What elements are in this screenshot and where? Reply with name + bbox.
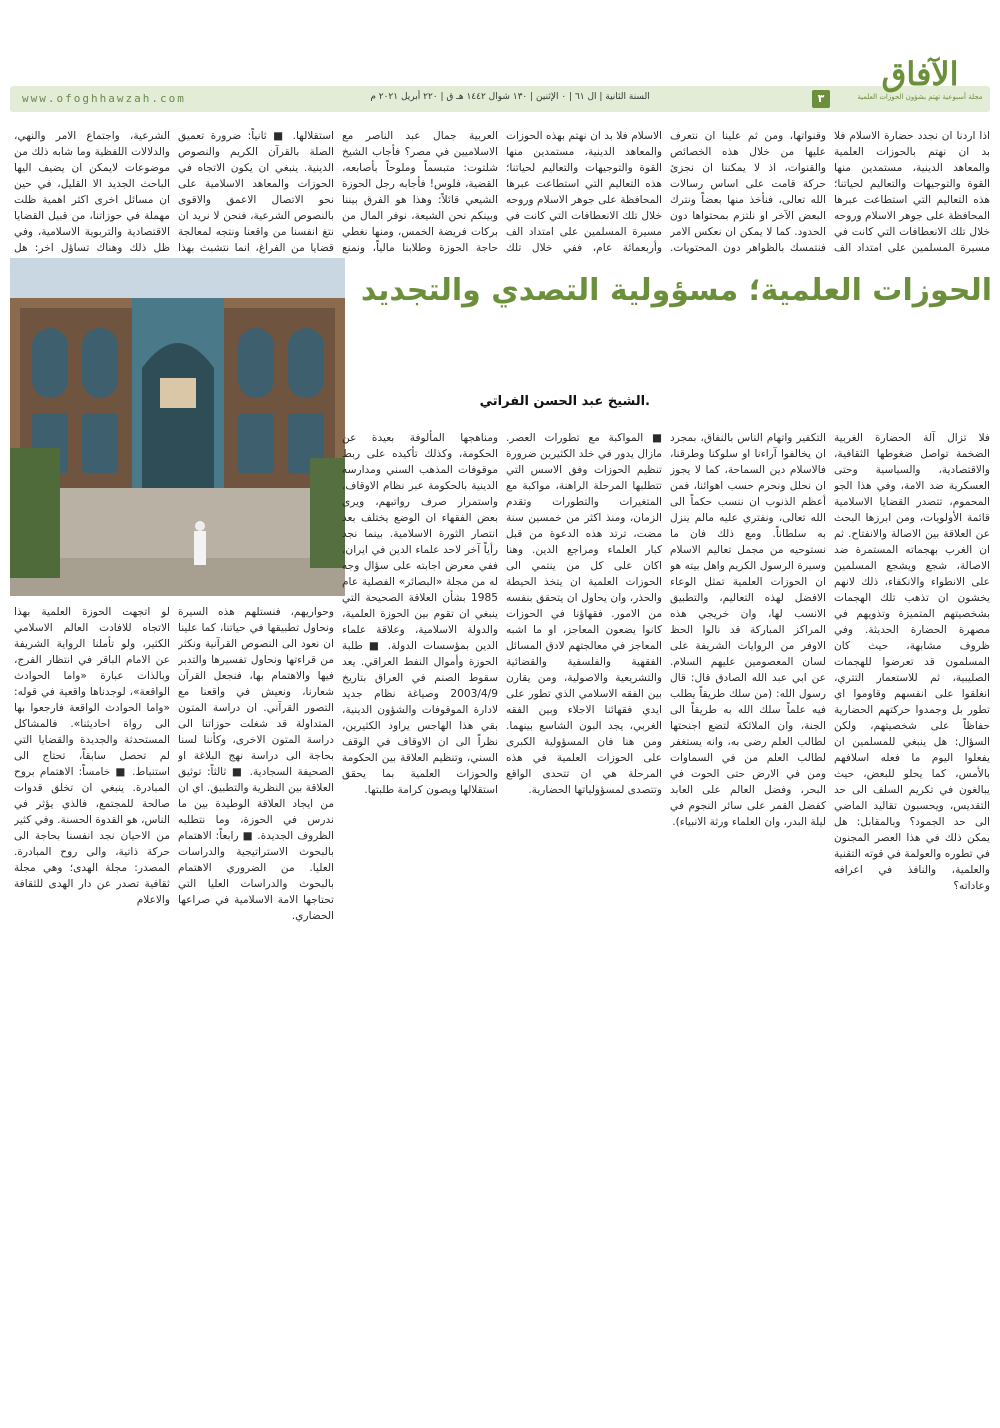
top-column-2: وقنواتها، ومن ثم علينا ان نتعرف عليها من خلال هذه الخصائص والقنوات، اذ لا يمكننا ان نجزئ حركة قامت على اساس رسالات الله تعالى، فنأخذ منها بعضاً ونترك البعض الآخر او نلتزم بمحتواها دون الحدود. كما لا يمكن ان نعكس الامر فنتمسك بالظواهر دون المحتويات. [670,130,826,254]
top-column-5: استقلالها. ■ ثانياً: ضرورة تعميق الصلة بالقرآن الكريم والنصوص الدينية. ينبغي ان يكون الاتجاه في الحوزات والمعاهد الاسلامية على نحو الاتصال الاعمق والاقوى بالنصوص الشرعية، فنحن لا نريد ان نتغ انفسنا من واقعنا ونتجه لمعالجة قضايا من الفراغ، انما نتشبث بهذا [178,130,334,254]
top-column-1: اذا اردنا ان نجدد حضارة الاسلام فلا بد ان نهتم بالحوزات العلمية والمعاهد الدينية، مستمدين منها القوة والتوجيهات والتعاليم لحياتنا؛ هذه التعاليم التي استطاعت عبرها المحافظة على جوهر الاسلام وروحه خلال تلك الانعطافات التي كانت في مسيرة المسلمين على امتداد الف [834,130,990,254]
body-column-5-text: وحواريهم، فنستلهم هذه السيرة ونحاول تطبيقها في حياتنا، كما علينا ان نعود الى النصوص القرآنية ونكثر من قراءتها ونحاول تفسيرها والتدبر فيها والاهتمام بها، فنجعل القرآن شعارنا، ونعيش في واقعنا مع التصور القرآني. ان دراسة المتون المتداولة قد شغلت حوزاتنا الى دراسة المتون الاخرى، وكأننا لسنا بحاجة الى دراسة نهج البلاغة او الصحيفة السجادية. ■ ثالثاً: توثيق العلاقة بين النظرية والتطبيق. اي ان من ايجاد العلاقة الوطيدة بين ما ندرس في الحوزة، وما نتطلبه الظروف الجديدة. ■ رابعاً: الاهتمام بالبحوث الاستراتيجية والدراسات العليا. من الضروري الاهتمام بالبحوث والدراسات العليا التي تحتاجها الامة الاسلامية في صراعها الحضاري. [178,606,334,922]
logo-subtitle: مجلة أسبوعية تهتم بشؤون الحوزات العلمية [857,93,983,101]
logo-wordmark: الآفاق [881,55,959,93]
magazine-logo [850,56,990,114]
body-column-3-text: ■ المواكبة مع تطورات العصر. مازال يدور في خلد الكثيرين ضرورة تنظيم الحوزات وفق الاسس التي تتطلبها المرحلة الراهنة، مواكبة مع المتغيرات والتطورات وتقدم الزمان، ومنذ اكثر من خمسين سنة مضت، ترتد هذه الدعوة من قبل كبار العلماء ومراجع الدين. وهنا اكان على كل من ينتمي الى الحوزات العلمية ان يتخذ الحيطة والحذر، وان يحاول ان يتحقق بنفسه من الامور. فقهاؤنا في الحوزات كانوا يضعون المعاجز، او ما اشبه المعاجز في معالجتهم لادق المسائل الفقهية والفلسفية والقضائية والتشريعية والاصولية، ومن يقارن بين الفقه الاسلامي الذي تطور على ايدي فقهائنا الاجلاء وبين الفقه الغربي، يجد البون الشاسع بينهما. ومن هنا فان المسؤولية الكبرى على الحوزات العلمية في هذه المرحلة هي ان تتحدى الواقع وتتصدى لمسؤولياتها الحضارية. [506,432,662,796]
top-column-3: الاسلام فلا بد ان نهتم بهذه الحوزات والمعاهد الدينية، مستمدين منها القوة والتوجيهات والتعاليم لحياتنا؛ هذه التعاليم التي استطاعت عبرها المحافظة على جوهر الاسلام وروحه خلال تلك الانعطافات التي كانت في مسيرة المسلمين على امتداد الف وأربعمائة عام، ففي خلال تلك [506,130,662,254]
body-column-2-text: التكفير واتهام الناس بالنفاق، بمجرد ان يخالفوا آراءنا او سلوكنا وطرقنا، فالاسلام دين السماحة، كما لا يجوز ان نحلل ونحرم حسب اهوائنا، فمن أعظم الذنوب ان ننسب حكماً الى الله تعالى، ونفتري عليه مالم ينزل به سلطاناً. ومع ذلك فان ما نستوحيه من مجمل تعاليم الاسلام وسيرة الرسول الكريم واهل بيته هو ان الحوزات العلمية تمثل الوعاء الافضل لهذه التعاليم، والتطبيق الانسب لها، وان خريجي هذه المراكز المباركة قد نالوا الحظ الاوفر من الروايات الشريفة على لسان المعصومين عليهم السلام. عن ابي عبد الله الصادق قال: قال رسول الله: (من سلك طريقاً يطلب فيه علماً سلك الله به طريقاً الى الجنة، وان الملائكة لتضع اجنحتها لطالب العلم رضى به، وانه يستغفر لطالب العلم من في السماوات ومن في الارض حتى الحوت في البحر، وفضل العالم على العابد كفضل القمر على سائر النجوم في ليلة البدر، وان العلماء ورثة الانبياء). [670,432,826,828]
body-column-4-text: ومناهجها المألوفة بعيدة عن الحكومة، وكذلك تأكيده على ربط موقوفات المذهب السني ومدارسه الدينية بالحكومة عبر نظام الاوقاف، واستمرار صرف رواتبهم، ويرى بعض الفقهاء ان الوضع يختلف بعد انتصار الثورة الاسلامية. بينما نجد رأياً آخر لاحد علماء الدين في ايران، ففي معرض اجابته على سؤال وجه له من مجلة «البصائر» الفصلية عام 1985 بشأن العلاقة الصحيحة التي ينبغي ان تقوم بين الحوزة العلمية، والدولة الاسلامية، وعلاقة علماء الدين بمؤسسات الدولة. ■ طلبة الحوزة وأموال النفط العراقي. يعد سقوط الصنم في العراق بتاريخ 2003/4/9 وصياغة نظام جديد لادارة الموقوفات والشؤون الدينية، بقي هذا الهاجس يراود الكثيرين، نظراً الى ان الاوقاف في الوقف السني، وتنظيم العلاقة بين الحكومة والحوزات العلمية بما يحقق استقلالها ويصون كرامة طلبتها. [342,432,498,796]
top-column-6: الشرعية، واجتماع الامر والنهي، والدلالات اللفظية وما شابه ذلك من موضوعات لايمكن ان يضيف اليها الباحث الجديد الا القليل، في حين ان مسائل اخرى اكثر اهمية ظلت مهملة في حوزاتنا، من قبيل القضايا الاقتصادية والتربوية الاسلامية، وفي ظل ذلك وهناك تساؤل اخر: هل [14,130,170,254]
page-number: ٣ [812,90,830,108]
article-author: .الشيخ عبد الحسن الفراتي [479,394,650,409]
body-column-1 [834,430,990,1420]
seminary-building-illustration [10,258,345,596]
body-column-1-text: فلا تزال آلة الحضارة الغربية الضخمة تواصل ضغوطها الثقافية، والاقتصادية، والسياسية وحتى العسكرية ضد الامة، وفي هذا الجو المحموم، تتصدر القضايا الاسلامية قائمة الأولويات، ومن ابرزها البحث عن العلاقة بين الاصالة والانفتاح. ثم ان الغرب بهجماته المستمرة ضد الاصالة، شجع ويشجع المسلمين على الانطواء والانكفاء، ذلك لانهم يخشون ان تذهب تلك الهجمات بشخصيتهم المتميزة وتذويهم في مصهرة الحضارة الحديثة. وفي ظروف مشابهة، حيث كان المسلمون قد تعرضوا للهجمات الصليبية، ثم للاستعمار التتري، انغلقوا على انفسهم وقاوموا اي تطور بل وجمدوا حركتهم الحضارية حفاظاً على شخصيتهم، ولكن السؤال: هل ينبغي للمسلمين ان يفعلوا اليوم ما فعله اسلافهم بالأمس، كما يحلو للبعض، حيث يبالغون في تكريم السلف الى حد التقديس، ويحسبون تقاليد الماضي الى حد الجمود؟ وبالمقابل: هل يمكن ذلك في هذا العصر المجنون في تطوره والعولمة في قوته التقنية والعلمية، والنافذ في اعرافه وعاداته؟ [834,432,990,892]
body-column-6 [14,604,170,1420]
article-title: الحوزات العلمية؛ مسؤولية التصدي والتجديد [360,273,992,308]
body-column-5 [178,604,334,1420]
body-column-3 [506,430,662,1420]
body-column-4 [342,430,498,1420]
seminary-photo [10,258,345,596]
body-column-2 [670,430,826,1420]
body-column-6-text: لو اتجهت الحوزة العلمية بهذا الاتجاه للافادت العالم الاسلامي الكثير، ولو تأملنا الرواية الشريفة عن الامام الباقر في انتظار الفرج، وبالذات عبارة «واما الحوادث الواقعة»، لوجدناها واقعية في قوله: «واما الحوادث الواقعة فارجعوا بها الى رواة احاديثنا». فالمشاكل المستحدثة والجديدة والقضايا التي لم تحصل سابقاً، تحتاج الى استنباط. ■ خامساً: الاهتمام بروح المبادرة. ينبغي ان تخلق قدوات صالحة للمجتمع، فالذي يؤثر في الناس، هو القدوة الحسنة. وفي كثير من الاحيان نجد انفسنا بحاجة الى حركة ذاتية، والى روح المبادرة. المصدر: مجلة الهدى؛ وهي مجلة ثقافية تصدر عن دار الهدى للثقافة والاعلام [14,606,170,906]
top-column-4: العربية جمال عبد الناصر مع الاسلاميين في مصر؟ فأجاب الشيخ شلتوت: متبسماً وملوحاً بأصابعه، القضية، فلوس! فأجابه رجل الحوزة الشيعي قائلاً: وهذا هو الفرق بيننا وبينكم نحن الشيعة، نوفر المال من بركات فريضة الخمس، ومنها نغطي حاجة الحوزة وطلابنا مالياً، ونمنع [342,130,498,254]
issue-line: السنة الثانية | ال ٦١ | ٠ الإثنين | ١٣٠ شوال ١٤٤٢ هـ ق | ٢٢٠ أبريل ٢٠٢١ م [370,92,650,102]
masthead [0,0,1000,140]
website-url[interactable]: www.ofoghhawzah.com [22,92,186,105]
